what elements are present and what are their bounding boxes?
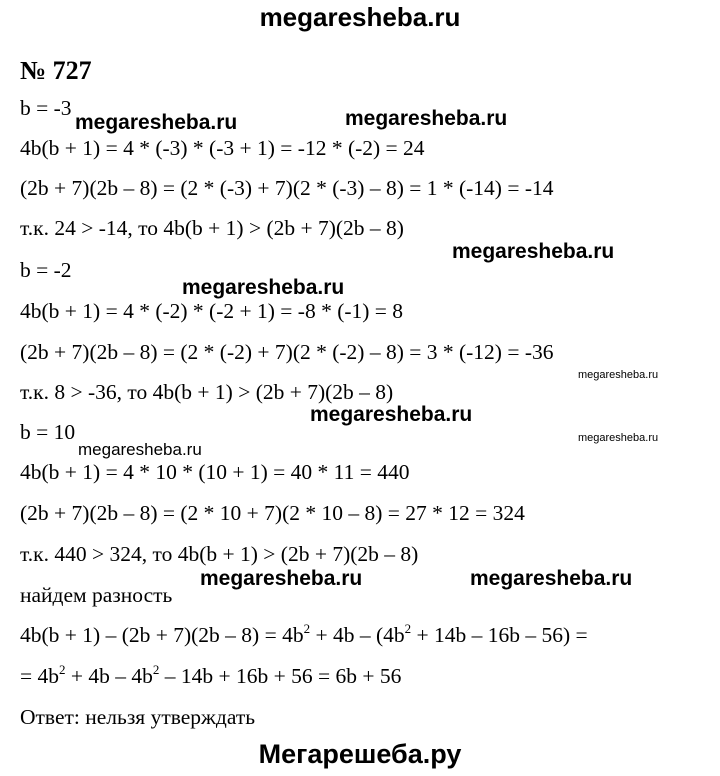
solution-line-1: b = -3 [20,96,72,120]
watermark: megaresheba.ru [310,403,473,426]
difference-text: = 4b [20,664,60,688]
difference-text: + 4b – 4b [65,664,153,688]
difference-line-2 [20,663,401,692]
watermark: megaresheba.ru [78,440,202,459]
watermark: megaresheba.ru [345,107,508,130]
site-header[interactable]: megaresheba.ru [259,2,461,32]
solution-line-2: 4b(b + 1) = 4 * (-3) * (-3 + 1) = -12 * (-2) = 24 [20,136,425,160]
watermark: megaresheba.ru [182,276,345,299]
solution-line-6: 4b(b + 1) = 4 * (-2) * (-2 + 1) = -8 * (-1) = 8 [20,299,404,323]
answer-line: Ответ: нельзя утверждать [20,705,256,729]
difference-text: 4b(b + 1) – (2b + 7)(2b – 8) = 4b [20,623,304,647]
solution-line-10: 4b(b + 1) = 4 * 10 * (10 + 1) = 40 * 11 = 440 [20,460,410,484]
solution-line-4: т.к. 24 > -14, то 4b(b + 1) > (2b + 7)(2b – 8) [20,216,404,240]
difference-text: + 4b – (4b [310,623,405,647]
exponent: 2 [404,621,412,636]
watermark: megaresheba.ru [578,432,659,444]
solution-line-5: b = -2 [20,258,72,282]
exponent: 2 [303,621,311,636]
solution-line-8: т.к. 8 > -36, то 4b(b + 1) > (2b + 7)(2b – 8) [20,380,394,404]
solution-line-12: т.к. 440 > 324, то 4b(b + 1) > (2b + 7)(2b – 8) [20,542,419,566]
solution-line-9: b = 10 [20,420,76,444]
exponent: 2 [152,662,160,677]
watermark: megaresheba.ru [470,567,633,590]
solution-line-11: (2b + 7)(2b – 8) = (2 * 10 + 7)(2 * 10 – 8) = 27 * 12 = 324 [20,501,525,525]
watermark: megaresheba.ru [200,567,363,590]
watermark: megaresheba.ru [578,369,659,381]
difference-line-1 [20,622,588,651]
difference-text: + 14b – 16b – 56) = [411,623,588,647]
solution-line-7: (2b + 7)(2b – 8) = (2 * (-2) + 7)(2 * (-2) – 8) = 3 * (-12) = -36 [20,340,554,364]
solution-line-3: (2b + 7)(2b – 8) = (2 * (-3) + 7)(2 * (-3) – 8) = 1 * (-14) = -14 [20,176,554,200]
solution-line-13: найдем разность [20,583,173,607]
watermark: megaresheba.ru [75,111,238,134]
difference-text: – 14b + 16b + 56 = 6b + 56 [159,664,402,688]
exponent: 2 [59,662,66,677]
site-footer[interactable]: Мегарешеба.ру [258,739,462,769]
watermark: megaresheba.ru [452,240,615,263]
task-number: № 727 [20,56,92,85]
